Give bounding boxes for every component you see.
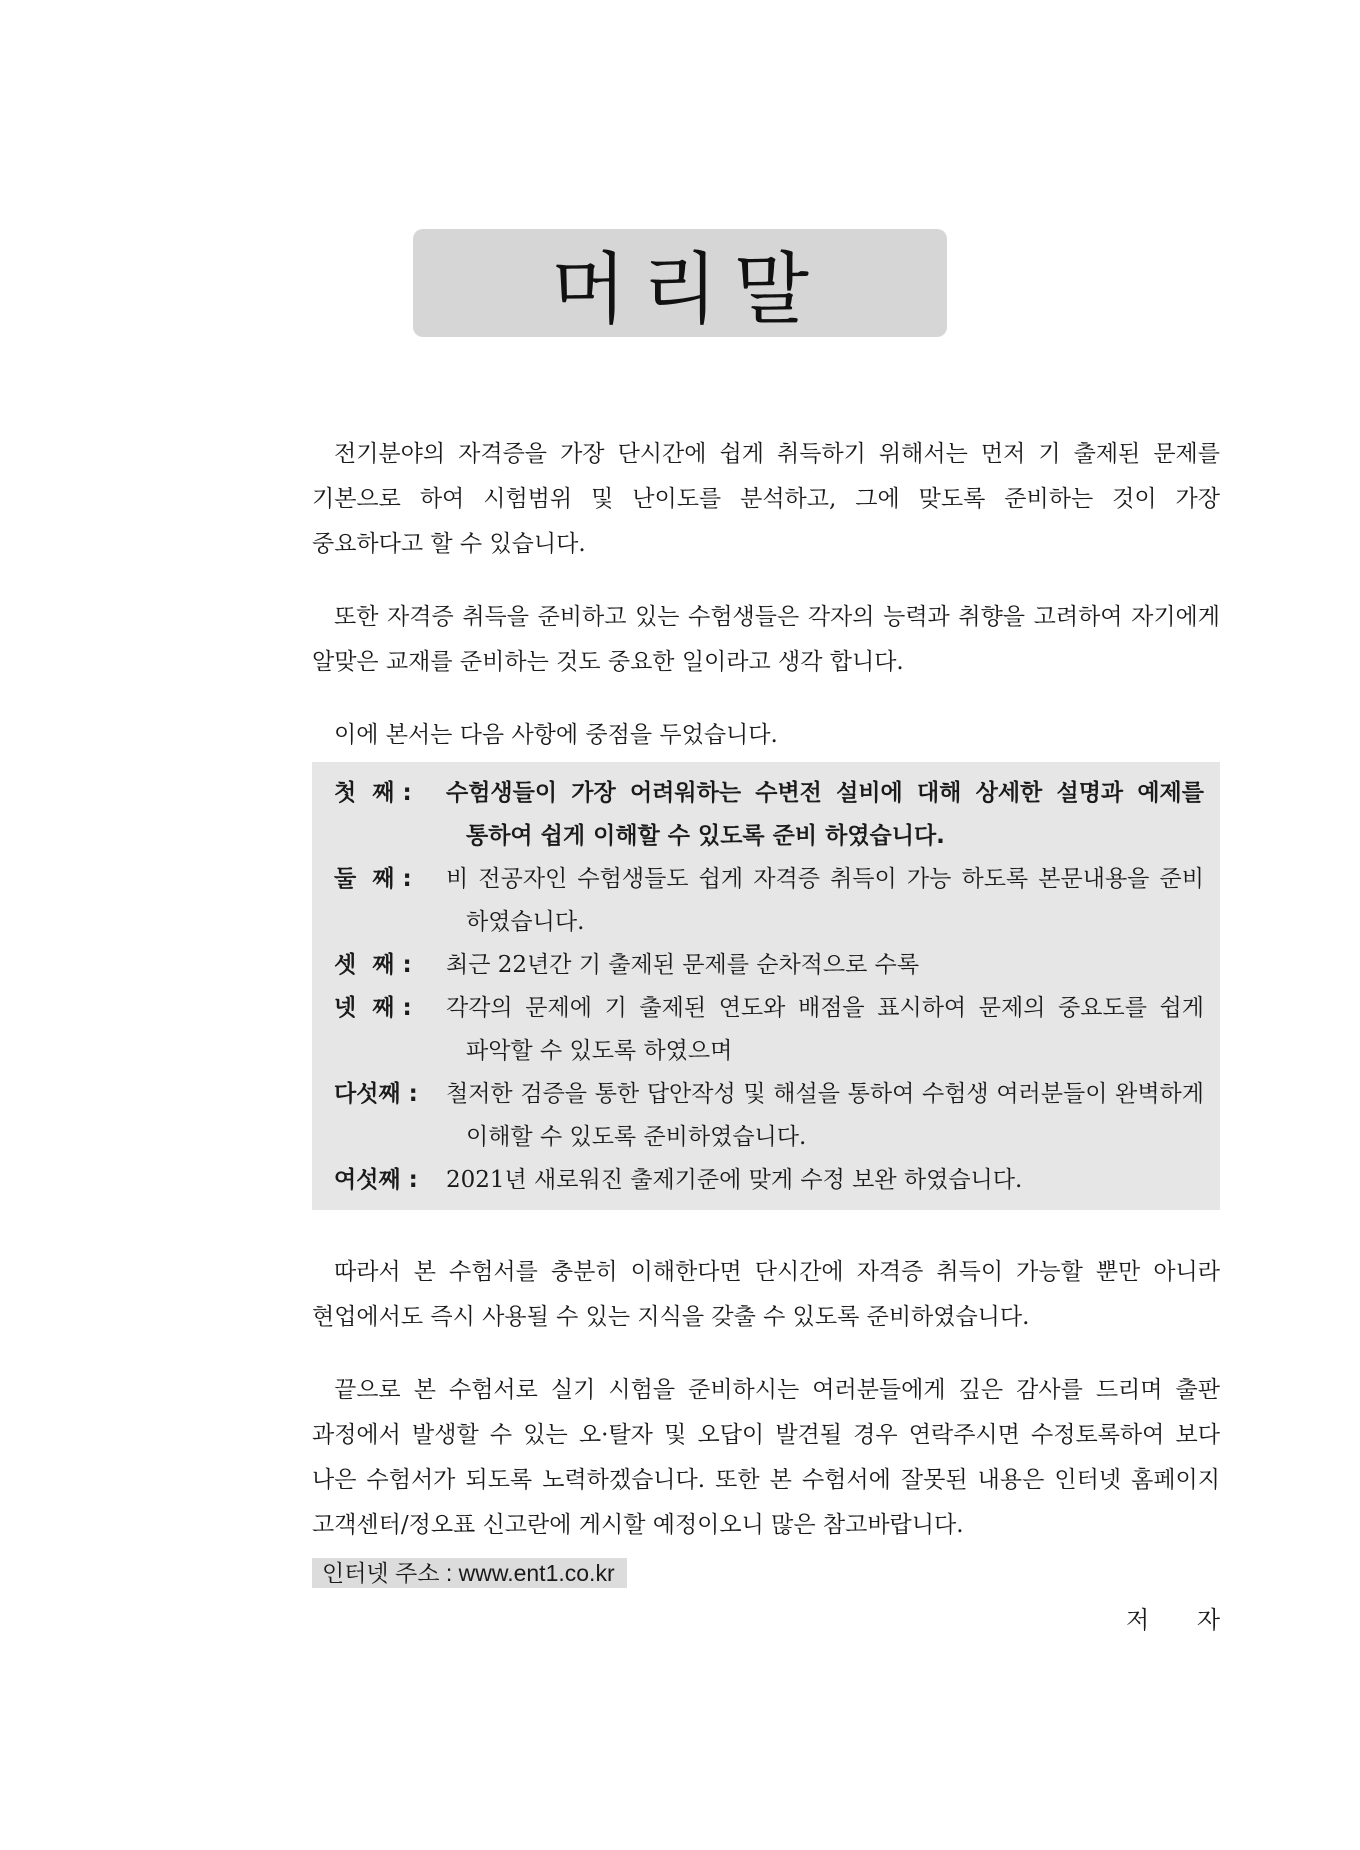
point-text: 철저한 검증을 통한 답안작성 및 해설을 통하여 수험생 여러분들이 완벽하게 이해할 수 있도록 준비하였습니다.: [446, 1081, 1204, 1150]
preface-content: [312, 432, 1240, 1635]
point-label: 넷 째 :: [334, 995, 412, 1021]
point-row-5: [334, 1073, 1204, 1159]
point-row-1: [334, 772, 1204, 858]
point-text: 2021년 새로워진 출제기준에 맞게 수정 보완 하였습니다.: [446, 1167, 1023, 1193]
paragraph-closing: 끝으로 본 수험서로 실기 시험을 준비하시는 여러분들에게 깊은 감사를 드리며 출판 과정에서 발생할 수 있는 오·탈자 및 오답이 발견될 경우 연락주시면 수정토록하여 보다 나은 수험서가 되도록 노력하겠습니다. 또한 본 수험서에 잘못된 내용은 인터넷 홈페이지 고객센터/정오표 신고란에 게시할 예정이오니 많은 참고바랍니다.: [312, 1377, 1220, 1538]
paragraph-outcome: 따라서 본 수험서를 충분히 이해한다면 단시간에 자격증 취득이 가능할 뿐만 아니라 현업에서도 즉시 사용될 수 있는 지식을 갖출 수 있도록 준비하였습니다.: [312, 1259, 1220, 1330]
point-text: 최근 22년간 기 출제된 문제를 순차적으로 수록: [446, 952, 920, 978]
point-row-3: [334, 944, 1204, 987]
key-points-box: [312, 762, 1220, 1210]
point-row-4: [334, 987, 1204, 1073]
paragraph-intro: 전기분야의 자격증을 가장 단시간에 쉽게 취득하기 위해서는 먼저 기 출제된 문제를 기본으로 하여 시험범위 및 난이도를 분석하고, 그에 맞도록 준비하는 것이 가장 중요하다고 할 수 있습니다.: [312, 441, 1220, 557]
website-url: 인터넷 주소 : www.ent1.co.kr: [312, 1558, 627, 1588]
point-label: 첫 째 :: [334, 780, 412, 806]
point-row-2: [334, 858, 1204, 944]
point-label: 다섯째 :: [334, 1081, 418, 1107]
point-label: 여섯째 :: [334, 1167, 418, 1193]
author-signature: 저 자: [1126, 1606, 1240, 1634]
paragraph-textbook: 또한 자격증 취득을 준비하고 있는 수험생들은 각자의 능력과 취향을 고려하여 자기에게 알맞은 교재를 준비하는 것도 중요한 일이라고 생각 합니다.: [312, 604, 1220, 675]
point-text: 각각의 문제에 기 출제된 연도와 배점을 표시하여 문제의 중요도를 쉽게 파악할 수 있도록 하였으며: [446, 995, 1204, 1064]
point-text: 비 전공자인 수험생들도 쉽게 자격증 취득이 가능 하도록 본문내용을 준비 하였습니다.: [446, 866, 1204, 935]
page-title: 머리말: [550, 245, 826, 335]
paragraph-focus-intro: 이에 본서는 다음 사항에 중점을 두었습니다.: [334, 722, 778, 748]
point-row-6: [334, 1159, 1204, 1202]
point-text: 수험생들이 가장 어려워하는 수변전 설비에 대해 상세한 설명과 예제를 통하여 쉽게 이해할 수 있도록 준비 하였습니다.: [446, 780, 1204, 849]
point-label: 셋 째 :: [334, 952, 412, 978]
title-box: [413, 229, 947, 337]
point-label: 둘 째 :: [334, 866, 412, 892]
